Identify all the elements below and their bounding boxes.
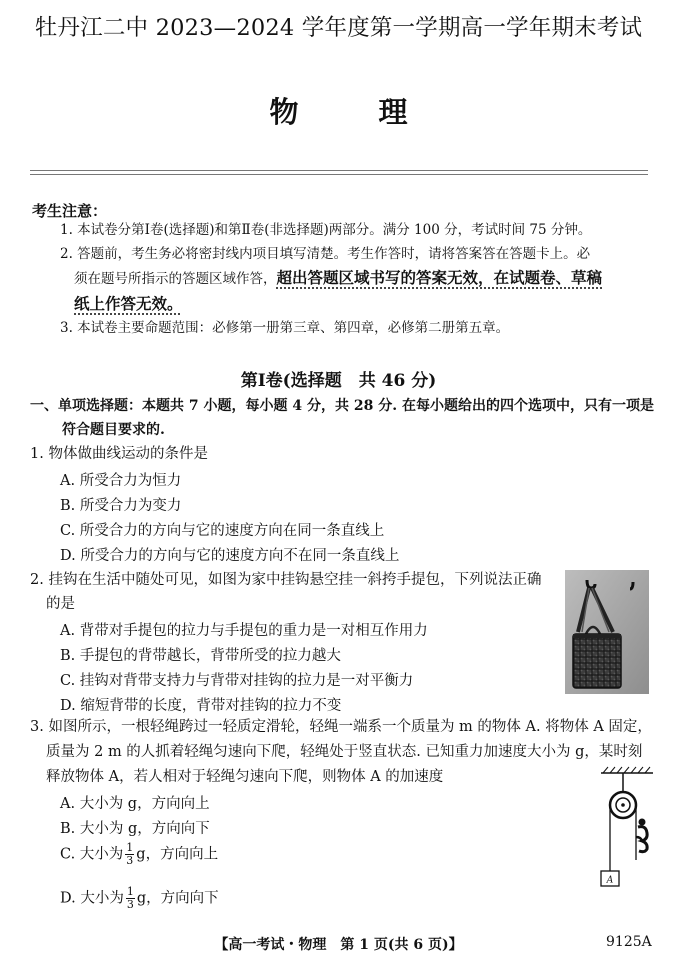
option-c-suffix: g，方向向上 xyxy=(136,846,219,863)
block-a-label: A xyxy=(606,875,614,886)
question-2-stem-line-1: 2. 挂钩在生活中随处可见，如图为家中挂钩悬空挂一斜挎手提包，下列说法正确 xyxy=(30,572,542,588)
question-3-option-c[interactable] xyxy=(60,842,218,867)
subject-title: 物理 xyxy=(269,95,488,129)
notice-item-2-line-3 xyxy=(74,294,183,315)
notice-item-2-plain: 须在题号所指示的答题区域作答， xyxy=(74,271,277,287)
question-1-option-b[interactable]: B. 所受合力为变力 xyxy=(60,498,182,514)
section-title: 第Ⅰ卷(选择题 共 46 分) xyxy=(240,371,437,391)
question-3-stem-line-3: 释放物体 A，若人相对于轻绳匀速向下爬，则物体 A 的加速度 xyxy=(46,769,444,785)
notice-warning-text-end: 纸上作答无效。 xyxy=(74,295,183,313)
option-c-prefix: C. 大小为 xyxy=(60,846,124,863)
notice-item-2-line-1: 2. 答题前，考生务必将密封线内项目填写清楚。考生作答时，请将答案答在答题卡上。必 xyxy=(60,246,591,262)
question-3-option-b[interactable]: B. 大小为 g，方向向下 xyxy=(60,821,210,837)
question-2-option-c[interactable]: C. 挂钩对背带支持力与背带对挂钩的拉力是一对平衡力 xyxy=(60,673,414,689)
notice-warning-text: 超出答题区域书写的答案无效，在试题卷、草稿 xyxy=(276,269,603,287)
question-1-option-c[interactable]: C. 所受合力的方向与它的速度方向在同一条直线上 xyxy=(60,523,385,539)
question-3-stem-line-1: 3. 如图所示，一根轻绳跨过一轻质定滑轮，轻绳一端系一个质量为 m 的物体 A. 将物体 A 固定， xyxy=(30,719,652,735)
part-instructions-line-2: 符合题目要求的. xyxy=(62,422,165,438)
fraction-denominator: 3 xyxy=(126,898,134,911)
option-d-suffix: g，方向向下 xyxy=(136,890,219,907)
handbag-hook-photo xyxy=(565,570,649,694)
option-d-prefix: D. 大小为 xyxy=(60,890,124,907)
fraction-numerator: 1 xyxy=(126,841,134,854)
header-divider-top xyxy=(30,170,648,171)
fraction-denominator: 3 xyxy=(126,854,134,867)
question-1-option-a[interactable]: A. 所受合力为恒力 xyxy=(60,473,182,489)
option-c-fraction xyxy=(125,842,134,867)
question-2-stem-line-2: 的是 xyxy=(46,596,75,612)
question-1-option-d[interactable]: D. 所受合力的方向与它的速度方向不在同一条直线上 xyxy=(60,548,400,564)
question-2-option-d[interactable]: D. 缩短背带的长度，背带对挂钩的拉力不变 xyxy=(60,698,342,714)
question-2-option-b[interactable]: B. 手提包的背带越长，背带所受的拉力越大 xyxy=(60,648,341,664)
question-3-option-a[interactable]: A. 大小为 g，方向向上 xyxy=(60,796,210,812)
question-2-option-a[interactable]: A. 背带对手提包的拉力与手提包的重力是一对相互作用力 xyxy=(60,623,428,639)
question-3-stem-line-2: 质量为 2 m 的人抓着轻绳匀速向下爬，轻绳处于竖直状态. 已知重力加速度大小为 g，某时刻 xyxy=(46,744,643,760)
page-footer: 【高一考试・物理 第 1 页(共 6 页)】 xyxy=(214,937,463,953)
notice-item-3: 3. 本试卷主要命题范围：必修第一册第三章、第四章，必修第二册第五章。 xyxy=(60,320,510,336)
exam-title: 牡丹江二中 2023—2024 学年度第一学期高一学年期末考试 xyxy=(34,15,643,41)
notice-item-1: 1. 本试卷分第Ⅰ卷(选择题)和第Ⅱ卷(非选择题)两部分。满分 100 分，考试时间 75 分钟。 xyxy=(60,222,592,238)
pulley-diagram xyxy=(595,765,659,890)
fraction-numerator: 1 xyxy=(126,885,134,898)
question-1-stem: 1. 物体做曲线运动的条件是 xyxy=(30,446,208,462)
header-divider-bottom xyxy=(30,174,648,175)
option-d-fraction xyxy=(126,886,135,911)
notice-item-2-line-2 xyxy=(74,268,602,289)
notice-heading: 考生注意： xyxy=(32,202,108,220)
exam-code: 9125A xyxy=(606,934,652,950)
part-instructions-line-1: 一、单项选择题：本题共 7 小题，每小题 4 分，共 28 分. 在每小题给出的四个选项中，只有一项是 xyxy=(30,398,654,414)
question-3-option-d[interactable] xyxy=(60,886,219,911)
